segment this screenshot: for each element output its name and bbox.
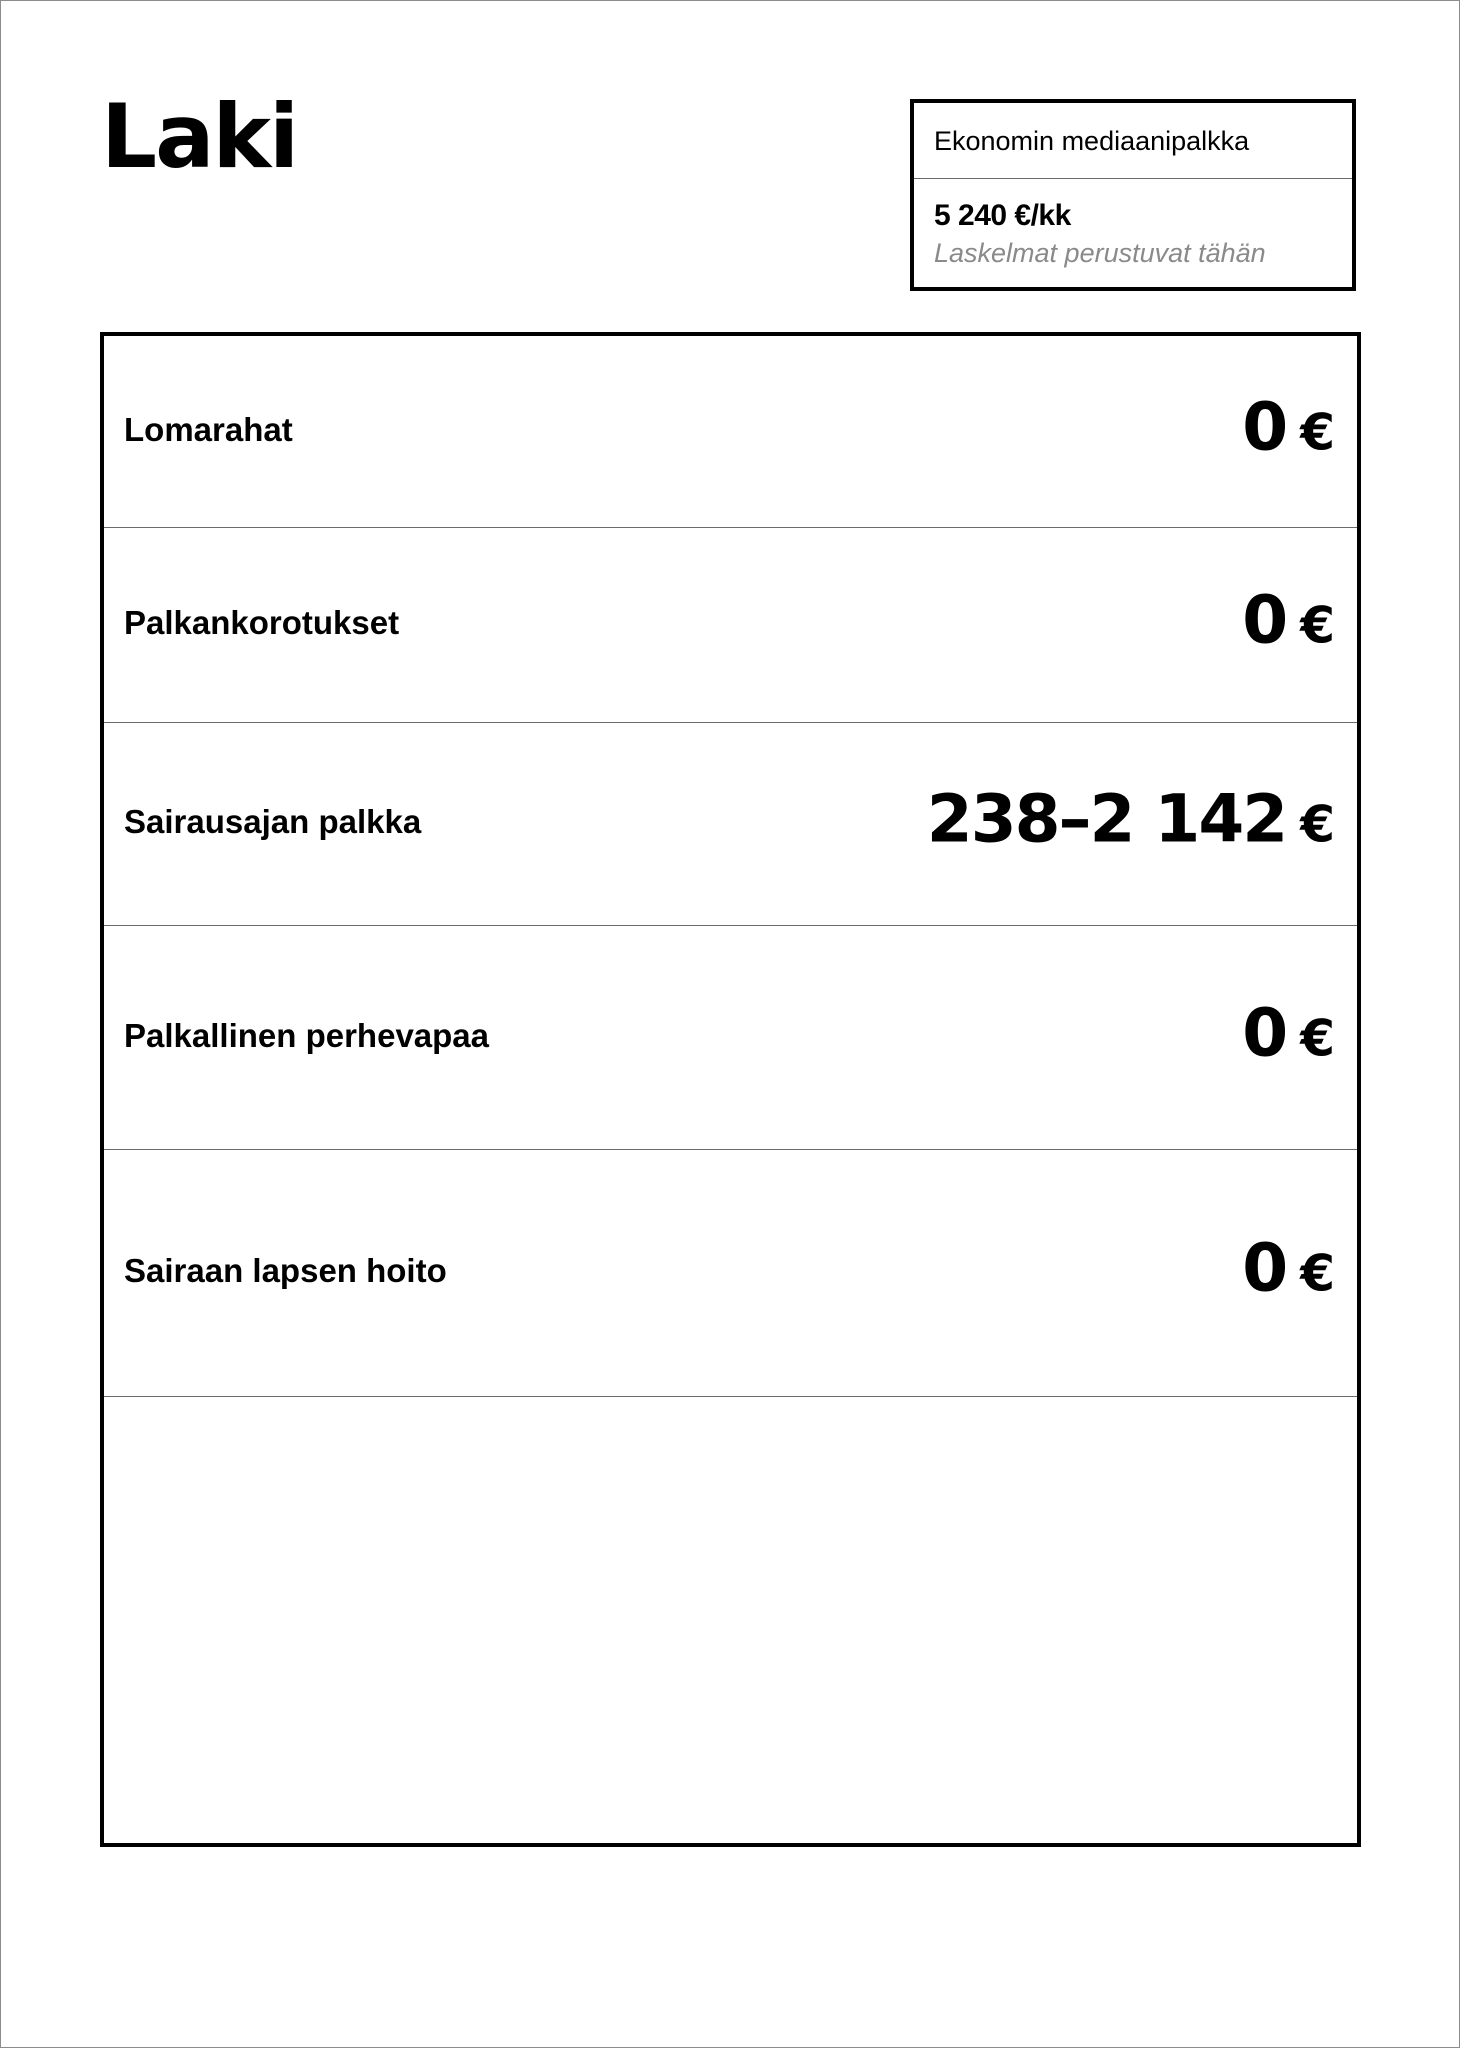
median-salary-note: Laskelmat perustuvat tähän — [934, 238, 1266, 268]
row-amount: 238–2 142 — [926, 780, 1287, 858]
euro-sign: € — [1300, 596, 1335, 655]
euro-sign: € — [1300, 1009, 1335, 1067]
row-amount: 0 — [1242, 1229, 1287, 1307]
euro-sign: € — [1300, 1244, 1335, 1303]
median-salary-label: Ekonomin mediaanipalkka — [914, 103, 1352, 179]
row-label: Palkankorotukset — [124, 604, 400, 641]
row-label: Sairaan lapsen hoito — [124, 1252, 447, 1289]
row-palkallinen-perhevapaa — [104, 926, 1357, 1150]
euro-sign: € — [1300, 403, 1335, 461]
benefits-table — [100, 332, 1361, 1847]
euro-sign: € — [1300, 795, 1335, 854]
median-salary-value: 5 240 €/kk — [934, 199, 1071, 232]
row-palkankorotukset — [104, 528, 1357, 723]
row-amount: 0 — [1242, 581, 1287, 659]
row-amount: 0 — [1242, 994, 1287, 1071]
row-value — [1242, 583, 1335, 664]
row-sairausajan-palkka — [104, 723, 1357, 926]
page-title: Laki — [101, 85, 298, 188]
median-salary-box — [910, 99, 1356, 291]
row-lomarahat — [104, 336, 1357, 528]
row-value — [927, 782, 1335, 863]
row-value — [1242, 1231, 1335, 1312]
row-value — [1242, 995, 1335, 1076]
row-label: Lomarahat — [124, 410, 293, 448]
row-amount: 0 — [1242, 388, 1287, 465]
row-label: Palkallinen perhevapaa — [124, 1016, 490, 1054]
row-sairaan-lapsen-hoito — [104, 1150, 1357, 1397]
row-label: Sairausajan palkka — [124, 803, 422, 840]
row-value — [1242, 389, 1335, 470]
